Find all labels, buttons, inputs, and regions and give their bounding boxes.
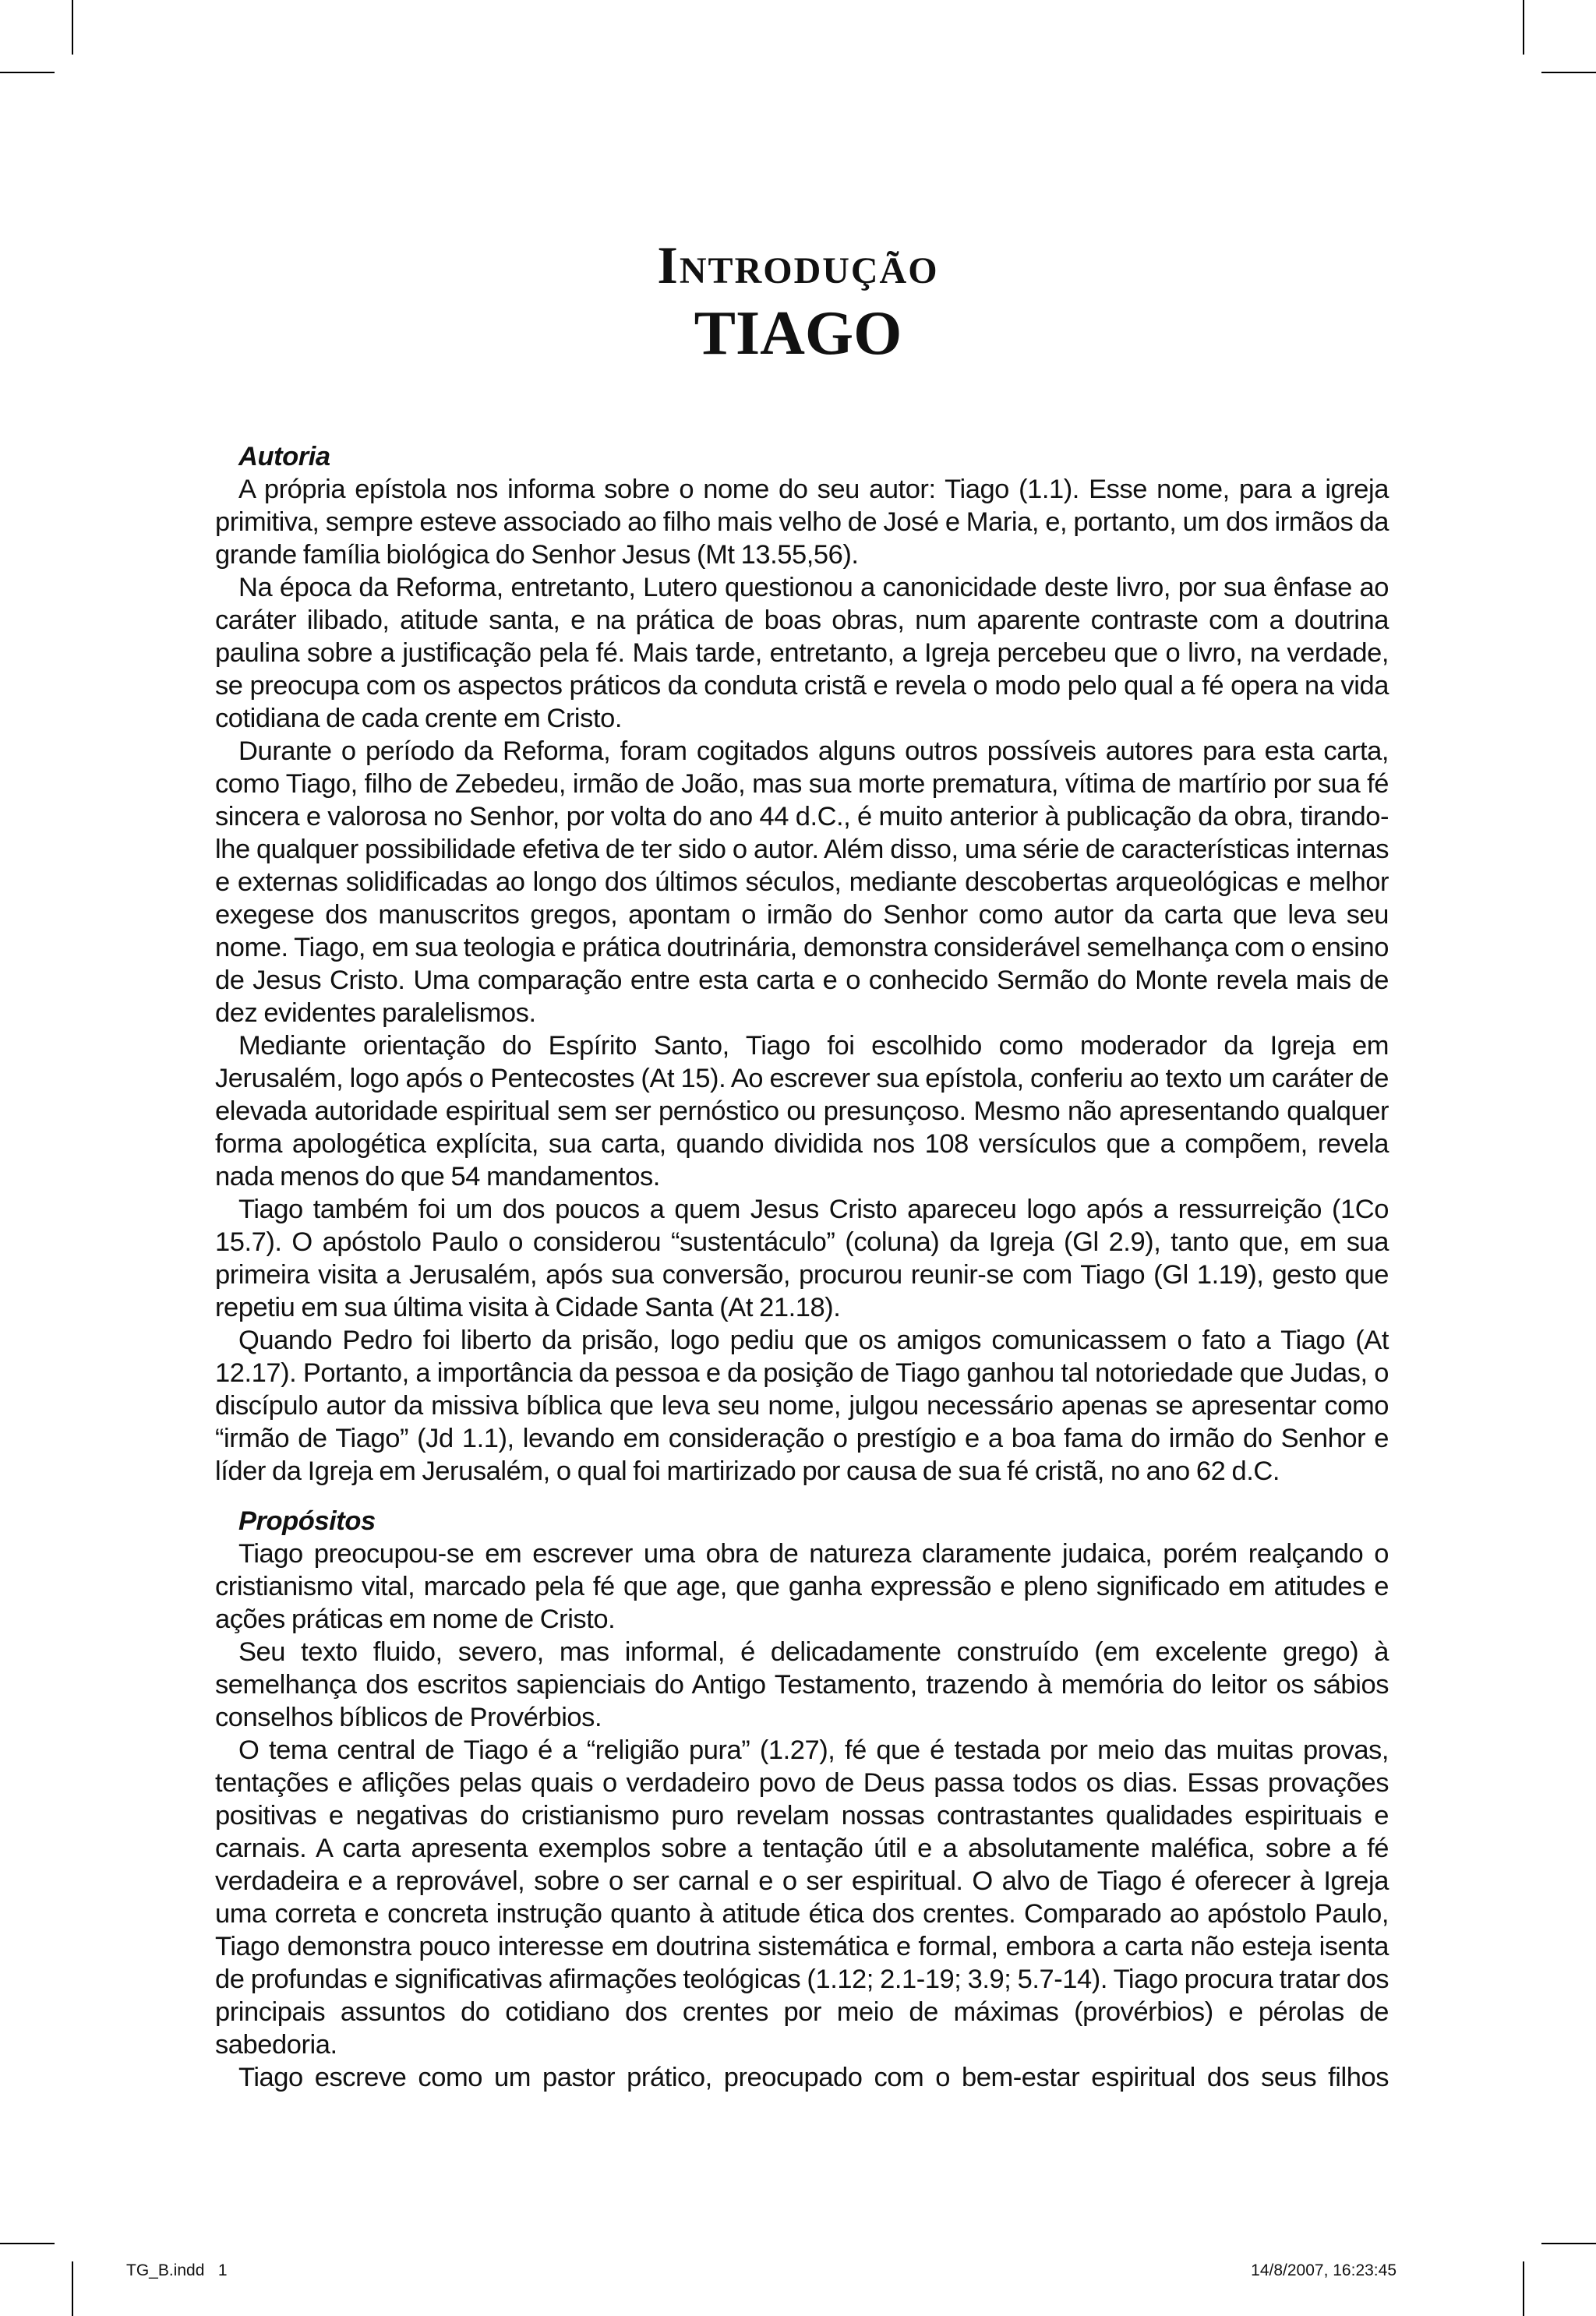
paragraph: Tiago preocupou-se em escrever uma obra de natureza claramente judaica, porém realçando o cristianismo vital, marcado pela fé que age, que ganha expressão e pleno significado em atitudes e ações práticas em nome de Cristo. (215, 1539, 1389, 1634)
crop-mark (1541, 72, 1596, 73)
crop-mark (0, 2243, 55, 2244)
paragraph: Seu texto fluido, severo, mas informal, é delicadamente construído (em excelente grego) à semelhança dos escritos sapienciais do Antigo Testamento, trazendo à memória do leitor os sábios conselhos bíblicos de Provérbios. (215, 1637, 1389, 1732)
crop-mark (1541, 2243, 1596, 2244)
paragraph: Durante o período da Reforma, foram cogitados alguns outros possíveis autores para esta carta, como Tiago, filho de Zebedeu, irmão de João, mas sua morte prematura, vítima de martírio por sua fé sincera e valorosa no Senhor, por volta do ano 44 d.C., é muito anterior à publicação da obra, tirando-lhe qualquer possibilidade efetiva de ter sido o autor. Além disso, uma série de características internas e externas solidificadas ao longo dos últimos séculos, mediante descobertas arqueológicas e melhor exegese dos manuscritos gregos, apontam o irmão do Senhor como autor da carta que leva seu nome. Tiago, em sua teologia e prática doutrinária, demonstra considerável semelhança com o ensino de Jesus Cristo. Uma comparação entre esta carta e o conhecido Sermão do Monte revela mais de dez evidentes paralelismos. (215, 736, 1389, 1028)
page-title: TIAGO (694, 299, 902, 368)
paragraph: Mediante orientação do Espírito Santo, Tiago foi escolhido como moderador da Igreja em Jerusalém, logo após o Pentecostes (At 15). Ao escrever sua epístola, conferiu ao texto um caráter de elevada autoridade espiritual sem ser pernóstico ou presunçoso. Mesmo não apresentando qualquer forma apologética explícita, sua carta, quando dividida nos 108 versículos que a compõem, revela nada menos do que 54 mandamentos. (215, 1031, 1389, 1192)
paragraph: O tema central de Tiago é a “religião pura” (1.27), fé que é testada por meio das muitas provas, tentações e aflições pelas quais o verdadeiro povo de Deus passa todos os dias. Essas provações positivas e negativas do cristianismo puro revelam nossas contrastantes qualidades espirituais e carnais. A carta apresenta exemplos sobre a tentação útil e a absolutamente maléfica, sobre a fé verdadeira e a reprovável, sobre o ser carnal e o ser espiritual. O alvo de Tiago é oferecer à Igreja uma correta e concreta instrução quanto à atitude ética dos crentes. Comparado ao apóstolo Paulo, Tiago demonstra pouco interesse em doutrina sistemática e formal, embora a carta não esteja isenta de profundas e significativas afirmações teológicas (1.12; 2.1-19; 3.9; 5.7-14). Tiago procura tratar dos principais assuntos do cotidiano dos crentes por meio de máximas (provérbios) e pérolas de sabedoria. (215, 1735, 1389, 2060)
chapter-kicker: Introdução (657, 235, 939, 295)
section-spacer (215, 1488, 1389, 1505)
paragraph: Quando Pedro foi liberto da prisão, logo pediu que os amigos comunicassem o fato a Tiago (At 12.17). Portanto, a importância da pessoa e da posição de Tiago ganhou tal notoriedade que Judas, o discípulo autor da missiva bíblica que leva seu nome, julgou necessário apenas se apresentar como “irmão de Tiago” (Jd 1.1), levando em consideração o prestígio e a boa fama do irmão do Senhor e líder da Igreja em Jerusalém, o qual foi martirizado por causa de sua fé cristã, no ano 62 d.C. (215, 1326, 1389, 1486)
paragraph: Na época da Reforma, entretanto, Lutero questionou a canonicidade deste livro, por sua ênfase ao caráter ilibado, atitude santa, e na prática de boas obras, num aparente contraste com a doutrina paulina sobre a justificação pela fé. Mais tarde, entretanto, a Igreja percebeu que o livro, na verdade, se preocupa com os aspectos práticos da conduta cristã e revela o modo pelo qual a fé opera na vida cotidiana de cada crente em Cristo. (215, 573, 1389, 733)
crop-mark (72, 2261, 73, 2316)
paragraph: Tiago também foi um dos poucos a quem Jesus Cristo apareceu logo após a ressurreição (1Co 15.7). O apóstolo Paulo o considerou “sustentáculo” (coluna) da Igreja (Gl 2.9), tanto que, em sua primeira visita a Jerusalém, após sua conversão, procurou reunir-se com Tiago (Gl 1.19), gesto que repetiu em sua última visita à Cidade Santa (At 21.18). (215, 1195, 1389, 1322)
crop-mark (0, 72, 55, 73)
section-heading-autoria: Autoria (238, 442, 330, 471)
title-block (0, 234, 1596, 371)
slug-timestamp: 14/8/2007, 16:23:45 (1251, 2261, 1396, 2279)
slug-filename: TG_B.indd 1 (126, 2261, 228, 2279)
crop-mark (1523, 2261, 1524, 2316)
body-text (215, 440, 1389, 2094)
crop-mark (72, 0, 73, 55)
paragraph: Tiago escreve como um pastor prático, preocupado com o bem-estar espiritual dos seus filhos (238, 2063, 1389, 2092)
section-heading-propositos: Propósitos (238, 1506, 376, 1536)
paragraph: A própria epístola nos informa sobre o nome do seu autor: Tiago (1.1). Esse nome, para a igreja primitiva, sempre esteve associado ao filho mais velho de José e Maria, e, portanto, um dos irmãos da grande família biológica do Senhor Jesus (Mt 13.55,56). (215, 475, 1389, 570)
crop-mark (1523, 0, 1524, 55)
